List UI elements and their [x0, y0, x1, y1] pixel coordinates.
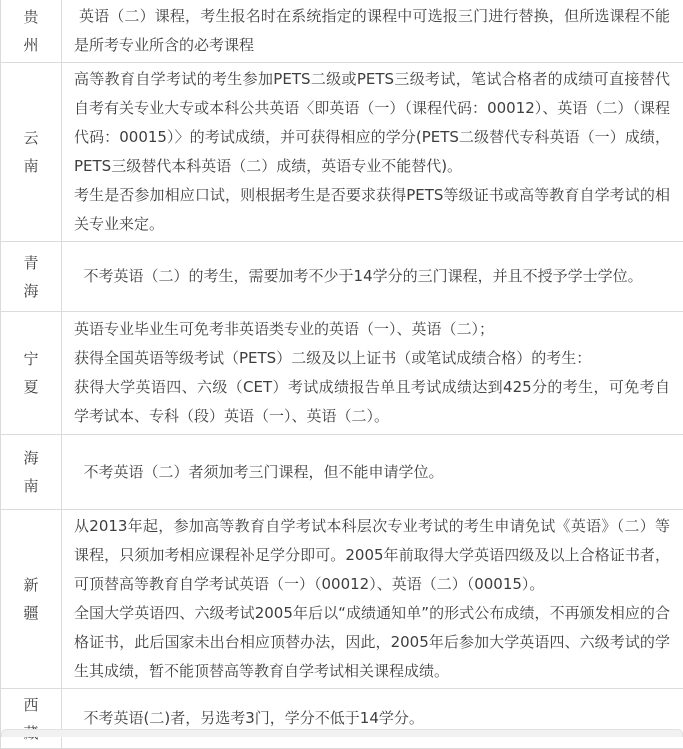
bottom-scrollbar-strip: [1, 729, 683, 737]
province-cell: [1, 63, 62, 242]
province-name: 宁夏: [24, 345, 39, 401]
province-name: 海南: [24, 444, 39, 500]
rule-cell: [62, 435, 683, 510]
province-cell: [1, 435, 62, 510]
rule-paragraph: 不考英语（二）者须加考三门课程，但不能申请学位。: [74, 458, 670, 487]
table-row: [1, 689, 683, 749]
table-row: [1, 63, 683, 242]
rule-paragraph: 全国大学英语四、六级考试2005年后以“成绩通知单”的形式公布成绩，不再颁发相应的合格证书，此后国家未出台相应顶替办法，因此，2005年后参加大学英语四、六级考试的学生其成绩，暂不能顶替高等教育自学考试相关课程成绩。: [74, 599, 670, 686]
rule-paragraph: 获得大学英语四、六级（CET）考试成绩报告单且考试成绩达到425分的考生，可免考自学考试本、专科（段）英语（一）、英语（二）。: [74, 373, 670, 431]
province-cell: [1, 0, 62, 63]
province-cell: [1, 689, 62, 749]
table-row: [1, 435, 683, 510]
rule-paragraph: 不考英语(二)者，另选考3门，学分不低于14学分。: [74, 704, 670, 733]
table-row: [1, 510, 683, 689]
table-row: [1, 312, 683, 435]
province-name: 西藏: [24, 691, 39, 747]
rule-paragraph: 不考英语（二）的考生，需要加考不少于14学分的三门课程，并且不授予学士学位。: [74, 262, 670, 291]
rule-cell: [62, 312, 683, 435]
rule-paragraph: 英语（二）课程，考生报名时在系统指定的课程中可选报三门进行替换，但所选课程不能是所考专业所含的必考课程: [74, 2, 670, 60]
rule-cell: [62, 242, 683, 312]
province-cell: [1, 242, 62, 312]
rule-paragraph: 高等教育自学考试的考生参加PETS二级或PETS三级考试，笔试合格者的成绩可直接替代自考有关专业大专或本科公共英语〈即英语（一）（课程代码：00012）、英语（二）（课程代码：00015）〉的考试成绩，并可获得相应的学分(PETS二级替代专科英语（一）成绩，PETS三级替代本科英语（二）成绩，英语专业不能替代)。: [74, 65, 670, 181]
province-name: 云南: [24, 124, 39, 180]
rule-paragraph: 获得全国英语等级考试（PETS）二级及以上证书（或笔试成绩合格）的考生：: [74, 344, 670, 373]
province-cell: [1, 312, 62, 435]
province-name: 青海: [24, 249, 39, 305]
rule-cell: [62, 689, 683, 749]
province-name: 新疆: [24, 571, 39, 627]
rule-cell: [62, 0, 683, 63]
rule-cell: [62, 510, 683, 689]
province-name: 贵州: [24, 3, 39, 59]
table-body: [1, 0, 683, 749]
rule-paragraph: 考生是否参加相应口试，则根据考生是否要求获得PETS等级证书或高等教育自学考试的相关专业来定。: [74, 181, 670, 239]
rule-cell: [62, 63, 683, 242]
rule-paragraph: 从2013年起，参加高等教育自学考试本科层次专业考试的考生申请免试《英语》（二）等课程，只须加考相应课程补足学分即可。2005年前取得大学英语四级及以上合格证书者，可顶替高等教育自学考试英语（一）（00012）、英语（二）（00015）。: [74, 512, 670, 599]
rule-paragraph: 英语专业毕业生可免考非英语类专业的英语（一）、英语（二）；: [74, 315, 670, 344]
table-row: [1, 0, 683, 63]
table-row: [1, 242, 683, 312]
province-cell: [1, 510, 62, 689]
